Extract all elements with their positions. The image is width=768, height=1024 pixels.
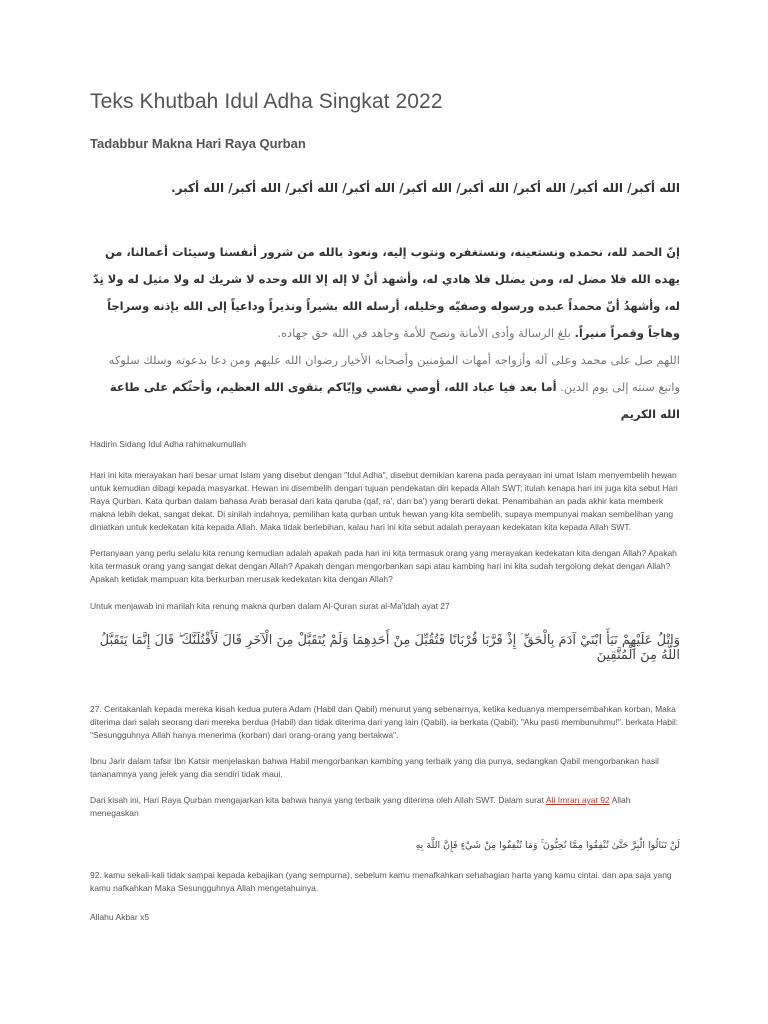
paragraph-1: Hari ini kita merayakan hari besar umat Islam yang disebut dengan "Idul Adha", disebut demikian karena pada perayaan ini umat Islam menyembelih hewan untuk kemudian dibagi kepada masyarkat. Hewan ini disembelih dengan tujuan pendekatan diri kepada Allah SWT; itulah kenapa hari ini juga kita sebut Hari Raya Qurban. Kata qurban dalam bahasa Arab berasal dari kata qaruba (qaf, ra', dan ba') yang berarti dekat. Penambahan an pada akhir kata memberk makna lebih dekat, sangat dekat. Di sinilah indahnya, pemilihan kata qurban untuk hewan yang kita sembelih, supaya mempunyai makan sembelihan yang diniatkan untuk kedekatan kita kepada Allah. Maka tidak berlebihan, kalau hari ini kita sebut adalah perayaan kedekatan kita kepada Allah SWT. xyxy=(90,470,678,532)
paragraph-4: 27. Ceritakanlah kepada mereka kisah kedua putera Adam (Habil dan Qabil) menurut yang sebenarnya, ketika keduanya mempersembahkan korban, Maka diterima dari salah seorang dari mereka berdua (Habil) dan tidak diterima dari yang lain (Qabil). ia berkata (Qabil): "Aku pasti membunuhmu!". berkata Habil: "Sesungguhnya Allah hanya menerima (korban) dari orang-orang yang bertakwa". xyxy=(90,704,679,740)
paragraph-3: Untuk menjawab ini marilah kita renung makna qurban dalam Al-Quran surat al-Ma'idah ayat 27 xyxy=(90,601,450,611)
opening-arabic-light: بلغ الرسالة وأدى الأمانة ونصح للأمة وجاهد في الله حق جهاده. xyxy=(277,326,571,340)
document-content xyxy=(90,90,680,924)
page-title: Teks Khutbah Idul Adha Singkat 2022 xyxy=(90,90,443,113)
paragraph-5: Ibnu Jarir dalam tafsir Ibn Katsir menjelaskan bahwa Habil mengorbankan kambing yang terbaik yang dia punya, sedangkan Qabil mengorbankan hasil tananamnya yang jelek yang dia sendiri tidak maui. xyxy=(90,756,659,779)
opening-arabic xyxy=(90,239,680,428)
paragraph-2: Pertanyaan yang perlu selalu kita renung kemudian adalah apakah pada hari ini kita termasuk orang yang merayakan kedekatan kita dengan Allah? Apakah kita termasuk orang yang sangat dekat dengan Allah? Apakah dengan mengorbankan sapi atau kambing hari ini kita sudah tergolong dekat dengan Allah? Apakah ketidak mampuan kita berkurban merusak kedekatan kita dengan Allah? xyxy=(90,548,677,584)
salawat-arabic-bold: أما بعد فيا عباد الله، أوصي نفسي وإيّاكم بتقوى الله العظيم، وأحثّكم على طاعة الله الكريم xyxy=(109,380,680,421)
ali-imran-link[interactable]: Ali Imran ayat 92 xyxy=(545,795,610,805)
paragraph-6-after: Allah menegaskan xyxy=(90,795,631,818)
ayat-92-arabic: لَنْ تَنَالُوا الْبِرَّ حَتَّىٰ تُنْفِقُوا مِمَّا تُحِبُّونَ ۚ وَمَا تُنْفِقُوا مِنْ شَيْءٍ فَإِنَّ اللَّهَ بِهِ xyxy=(415,840,680,851)
paragraph-7: 92. kamu sekali-kali tidak sampai kepada kebajikan (yang sempurna), sebelum kamu menafkahkan sehahagian harta yang kamu cintai. dan apa saja yang kamu nafkahkan Maka Sesungguhnya Allah mengetahuinya. xyxy=(90,870,672,893)
paragraph-8: Allahu Akbar x5 xyxy=(90,912,150,922)
page-subtitle: Tadabbur Makna Hari Raya Qurban xyxy=(90,136,306,151)
opening-arabic-bold: إنّ الحمد لله، نحمده ونستعينه، ونستغفره ونتوب إليه، ونعوذ بالله من شرور أنفسنا وسيئات أعمالنا، من يهده الله فلا مضل له، ومن يضلل فلا هادي له، وأشهد أنْ لا إله إلا الله وحده لا شريك له ولا مثيل له ولا نِدّ له، وأشهدُ أنّ محمداً عبده ورسوله وصفيّه وخليله، أرسله الله بشيراً ونذيراً وداعياً إلى الله بإذنه وسراجاً وهاجاً وقمراً منيراً. xyxy=(92,245,680,340)
ayat-27-arabic: وَاتْلُ عَلَيْهِمْ نَبَأَ ابْنَيْ آدَمَ بِالْحَقِّ ۘ إِذْ قَرَّبَا قُرْبَانًا فَتُقُبِّلَ مِنْ أَحَدِهِمَا وَلَمْ يُتَقَبَّلْ مِنَ الْآخَرِ قَالَ لَأَقْتُلَنَّكَ ۖ قَالَ إِنَّمَا يَتَقَبَّلُ اللَّهُ مِنَ الْمُتَّقِينَ xyxy=(99,633,680,663)
salawat-arabic-light: اللهم صل على محمد وعلى آله وأزواجه أمهات المؤمنين وأصحابه الأخيار رضوان الله عليهم ومن دعا بدعوته وسلك سلوكه واتبع سنته إلى يوم الدين. xyxy=(108,353,680,394)
paragraph-6-before: Dari kisah ini, Hari Raya Qurban mengajarkan kita bahwa hanya yang terbaik yang diterima oleh Allah SWT. Dalam surat xyxy=(90,795,546,805)
paragraph-6 xyxy=(90,794,680,820)
takbir-arabic: الله أكبر/ الله أكبر/ الله أكبر/ الله أكبر/ الله أكبر/ الله أكبر/ الله أكبر/ الله أكبر/ الله أكبر. xyxy=(171,181,680,195)
salutation: Hadirin Sidang Idul Adha rahimakumullah xyxy=(90,439,246,449)
